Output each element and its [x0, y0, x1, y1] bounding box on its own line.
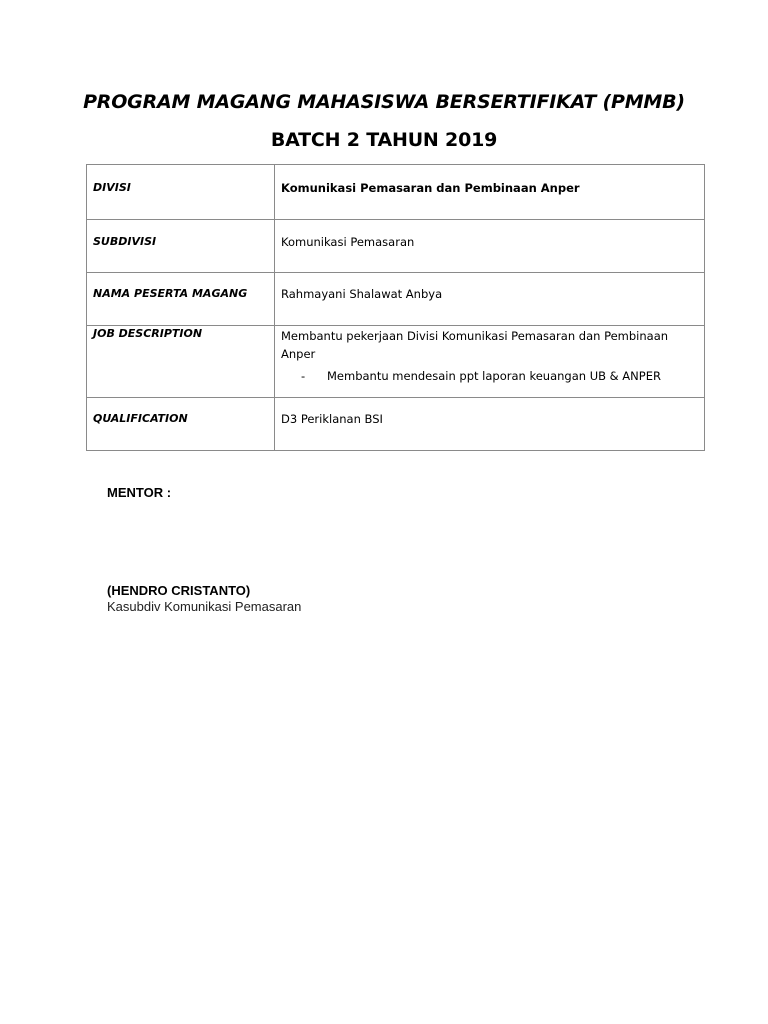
row-label-nama-peserta: NAMA PESERTA MAGANG: [87, 273, 275, 326]
mentor-label: MENTOR :: [107, 485, 172, 500]
bullet-marker: -: [301, 369, 306, 383]
job-description-text: Membantu pekerjaan Divisi Komunikasi Pemasaran dan Pembinaan Anper: [281, 329, 669, 361]
table-row: [87, 165, 705, 220]
row-value-divisi: Komunikasi Pemasaran dan Pembinaan Anper: [275, 165, 705, 220]
row-label-qualification: QUALIFICATION: [87, 398, 275, 451]
document-title: PROGRAM MAGANG MAHASISWA BERSERTIFIKAT (PMMB): [83, 91, 685, 113]
bullet-text: Membantu mendesain ppt laporan keuangan UB & ANPER: [327, 369, 661, 383]
row-value-subdivisi: Komunikasi Pemasaran: [275, 220, 705, 273]
job-description-bullet: [281, 369, 698, 383]
row-label-divisi: DIVISI: [87, 165, 275, 220]
mentor-role: Kasubdiv Komunikasi Pemasaran: [107, 599, 302, 614]
table-row: [87, 273, 705, 326]
internship-info-table: [86, 164, 705, 451]
row-label-job-description: JOB DESCRIPTION: [87, 326, 275, 398]
table-row: [87, 398, 705, 451]
table-row: [87, 326, 705, 398]
row-value-nama-peserta: Rahmayani Shalawat Anbya: [275, 273, 705, 326]
mentor-name: (HENDRO CRISTANTO): [107, 583, 251, 598]
row-label-subdivisi: SUBDIVISI: [87, 220, 275, 273]
document-subtitle: BATCH 2 TAHUN 2019: [270, 129, 498, 151]
table-row: [87, 220, 705, 273]
row-value-job-description: [275, 326, 705, 398]
row-value-qualification: D3 Periklanan BSI: [275, 398, 705, 451]
